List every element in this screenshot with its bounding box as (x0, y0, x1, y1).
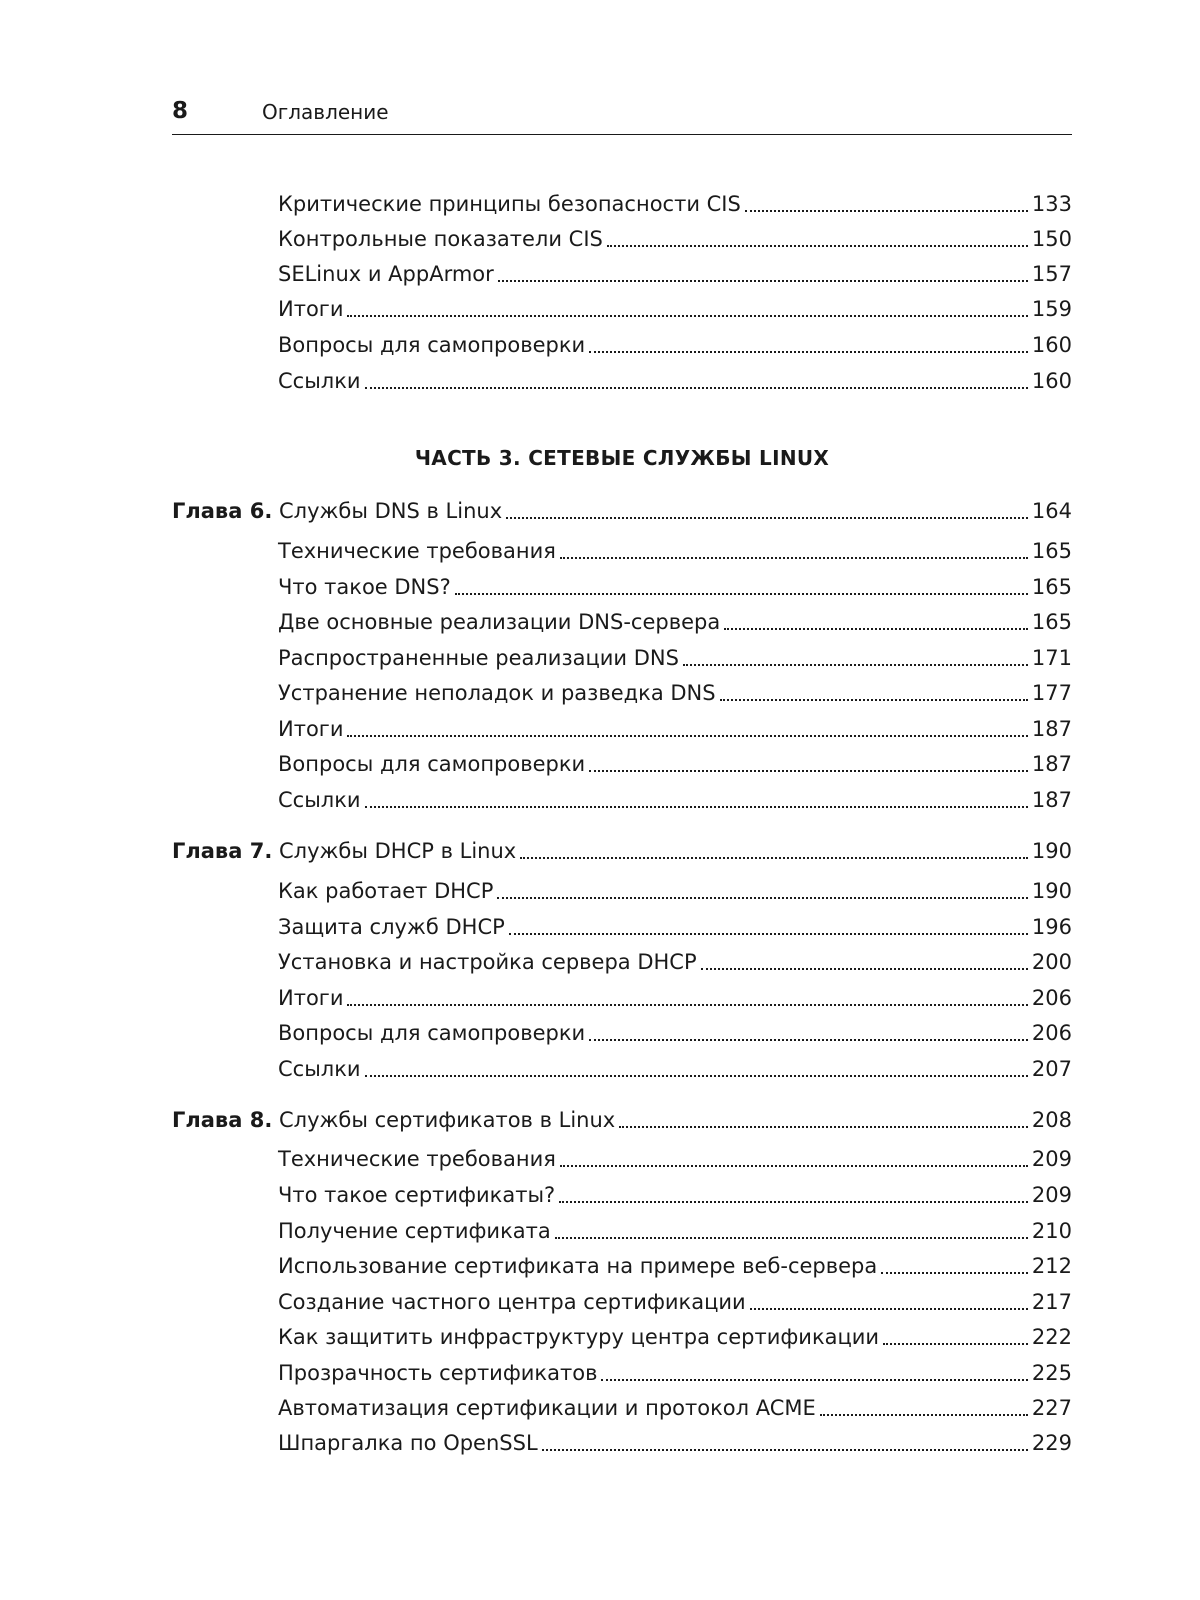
dot-leader (589, 351, 1028, 353)
toc-entry-title: Технические требования (278, 539, 556, 563)
toc-entry-title: Как работает DHCP (278, 879, 494, 903)
dot-leader (560, 557, 1028, 559)
page-header (172, 98, 1072, 135)
toc-entry-title: Контрольные показатели CIS (278, 227, 603, 251)
dot-leader (745, 210, 1028, 212)
toc-entry-page: 206 (1031, 986, 1072, 1010)
toc-entry-title: Две основные реализации DNS-сервера (278, 610, 721, 634)
toc-entry-title: Критические принципы безопасности CIS (278, 192, 741, 216)
dot-leader (347, 1004, 1027, 1006)
toc-entry-title: Итоги (278, 717, 344, 741)
toc-entry-page: 165 (1031, 610, 1072, 634)
toc-entry-page: 187 (1031, 752, 1072, 776)
toc-entry-title: Что такое DNS? (278, 575, 451, 599)
toc-entry-title: Установка и настройка сервера DHCP (278, 950, 697, 974)
toc-entry-title: Итоги (278, 986, 344, 1010)
chapter-page: 190 (1031, 839, 1072, 863)
toc-entry[interactable] (278, 747, 1072, 781)
toc-entry[interactable] (278, 1178, 1072, 1212)
dot-leader (497, 897, 1028, 899)
dot-leader (520, 857, 1028, 859)
toc-entry-page: 187 (1031, 717, 1072, 741)
dot-leader (883, 1343, 1028, 1345)
toc-entry[interactable] (278, 605, 1072, 639)
toc-entry-page: 196 (1031, 915, 1072, 939)
chapter-title: Службы сертификатов в Linux (278, 1108, 616, 1132)
toc-entry-page: 206 (1031, 1021, 1072, 1045)
toc-entry[interactable] (278, 1426, 1072, 1460)
toc-entry-title: Вопросы для самопроверки (278, 752, 586, 776)
dot-leader (559, 1201, 1028, 1203)
toc-entry-page: 229 (1031, 1431, 1072, 1455)
toc-entry[interactable] (278, 222, 1072, 256)
toc-entry-page: 209 (1031, 1147, 1072, 1171)
toc-entry[interactable] (278, 570, 1072, 604)
dot-leader (455, 593, 1028, 595)
toc-chapter-6[interactable] (172, 494, 1072, 528)
toc-entry[interactable] (278, 712, 1072, 746)
dot-leader (820, 1414, 1028, 1416)
toc-entry-title: Как защитить инфраструктуру центра сертификации (278, 1325, 880, 1349)
toc-entry[interactable] (278, 292, 1072, 326)
part-title: ЧАСТЬ 3. СЕТЕВЫЕ СЛУЖБЫ LINUX (414, 446, 830, 470)
toc-entry[interactable] (278, 981, 1072, 1015)
toc-entry-title: Ссылки (278, 1057, 361, 1081)
chapter-title: Службы DHCP в Linux (278, 839, 517, 863)
toc-entry-title: Прозрачность сертификатов (278, 1361, 598, 1385)
toc-entry[interactable] (278, 1249, 1072, 1283)
dot-leader (607, 245, 1028, 247)
toc-entry-page: 227 (1031, 1396, 1072, 1420)
toc-entry[interactable] (278, 328, 1072, 362)
running-head: Оглавление (262, 100, 389, 124)
toc-entry[interactable] (278, 1320, 1072, 1354)
toc-entry-page: 209 (1031, 1183, 1072, 1207)
dot-leader (365, 806, 1028, 808)
toc-entry-page: 200 (1031, 950, 1072, 974)
chapter-label: Глава 7. (172, 839, 273, 863)
toc-entry-title: Шпаргалка по OpenSSL (278, 1431, 538, 1455)
toc-entry[interactable] (278, 945, 1072, 979)
toc-entry-page: 160 (1031, 369, 1072, 393)
toc-entry[interactable] (278, 910, 1072, 944)
dot-leader (506, 517, 1028, 519)
dot-leader (701, 968, 1028, 970)
toc-entry[interactable] (278, 641, 1072, 675)
toc-entry-title: Что такое сертификаты? (278, 1183, 556, 1207)
toc-entry[interactable] (278, 1016, 1072, 1050)
toc-entry-page: 177 (1031, 681, 1072, 705)
toc-entry-title: Технические требования (278, 1147, 556, 1171)
toc-entry-title: Ссылки (278, 369, 361, 393)
toc-entry-page: 222 (1031, 1325, 1072, 1349)
dot-leader (683, 664, 1028, 666)
toc-entry[interactable] (278, 676, 1072, 710)
chapter-page: 164 (1031, 499, 1072, 523)
dot-leader (560, 1165, 1028, 1167)
toc-entry-page: 212 (1031, 1254, 1072, 1278)
toc-entry-title: Использование сертификата на примере веб-сервера (278, 1254, 878, 1278)
toc-entry[interactable] (278, 783, 1072, 817)
toc-entry-title: Автоматизация сертификации и протокол ACME (278, 1396, 816, 1420)
dot-leader (724, 628, 1028, 630)
dot-leader (542, 1449, 1028, 1451)
dot-leader (365, 387, 1028, 389)
toc-entry-page: 171 (1031, 646, 1072, 670)
toc-entry[interactable] (278, 874, 1072, 908)
toc-entry[interactable] (278, 364, 1072, 398)
chapter-title: Службы DNS в Linux (278, 499, 503, 523)
toc-entry[interactable] (278, 1214, 1072, 1248)
toc-entry-page: 150 (1031, 227, 1072, 251)
toc-entry[interactable] (278, 187, 1072, 221)
toc-entry-page: 210 (1031, 1219, 1072, 1243)
toc-entry-page: 225 (1031, 1361, 1072, 1385)
toc-entry-page: 157 (1031, 262, 1072, 286)
toc-entry-title: SELinux и AppArmor (278, 262, 494, 286)
page-number: 8 (172, 98, 189, 124)
toc-entry-page: 190 (1031, 879, 1072, 903)
dot-leader (589, 770, 1028, 772)
toc-entry-page: 187 (1031, 788, 1072, 812)
toc-entry-title: Получение сертификата (278, 1219, 551, 1243)
toc-entry-title: Защита служб DHCP (278, 915, 505, 939)
chapter-page: 208 (1031, 1108, 1072, 1132)
toc-entry[interactable] (278, 257, 1072, 291)
dot-leader (720, 699, 1028, 701)
toc-entry-page: 133 (1031, 192, 1072, 216)
toc-entry[interactable] (278, 1142, 1072, 1176)
toc-entry[interactable] (278, 1052, 1072, 1086)
toc-entry-page: 165 (1031, 575, 1072, 599)
dot-leader (365, 1075, 1028, 1077)
dot-leader (498, 280, 1028, 282)
toc-entry-title: Вопросы для самопроверки (278, 333, 586, 357)
toc-entry[interactable] (278, 1391, 1072, 1425)
toc-entry-title: Создание частного центра сертификации (278, 1290, 746, 1314)
toc-entry[interactable] (278, 1285, 1072, 1319)
toc-chapter-7[interactable] (172, 834, 1072, 868)
chapter-label: Глава 6. (172, 499, 273, 523)
toc-entry-title: Итоги (278, 297, 344, 321)
toc-entry-page: 207 (1031, 1057, 1072, 1081)
toc-entry-page: 160 (1031, 333, 1072, 357)
dot-leader (881, 1272, 1028, 1274)
toc-entry-title: Ссылки (278, 788, 361, 812)
toc-entry-page: 159 (1031, 297, 1072, 321)
toc-entry[interactable] (278, 534, 1072, 568)
dot-leader (509, 933, 1028, 935)
dot-leader (619, 1126, 1028, 1128)
toc-entry-title: Распространенные реализации DNS (278, 646, 679, 670)
toc-entry-page: 165 (1031, 539, 1072, 563)
dot-leader (601, 1379, 1027, 1381)
chapter-label: Глава 8. (172, 1108, 273, 1132)
dot-leader (347, 315, 1027, 317)
dot-leader (750, 1308, 1028, 1310)
toc-entry-title: Вопросы для самопроверки (278, 1021, 586, 1045)
dot-leader (555, 1237, 1028, 1239)
toc-entry-title: Устранение неполадок и разведка DNS (278, 681, 716, 705)
dot-leader (347, 735, 1027, 737)
toc-chapter-8[interactable] (172, 1103, 1072, 1137)
dot-leader (589, 1039, 1028, 1041)
toc-entry-page: 217 (1031, 1290, 1072, 1314)
toc-entry[interactable] (278, 1356, 1072, 1390)
